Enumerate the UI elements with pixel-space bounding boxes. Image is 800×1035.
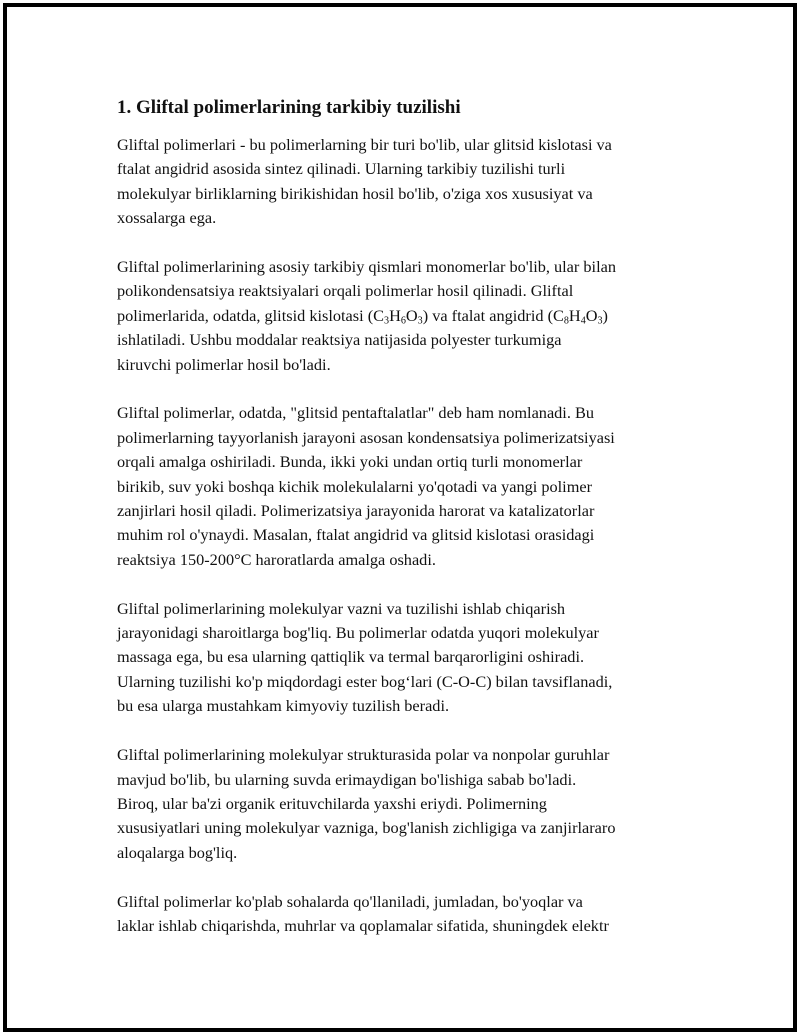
paragraph-3 [117, 401, 689, 572]
text-line: bu esa ularga mustahkam kimyoviy tuzilish beradi. [117, 696, 450, 716]
text-line: Gliftal polimerlarining asosiy tarkibiy qismlari monomerlar bo'lib, ular bilan [117, 257, 616, 277]
text-line: polikondensatsiya reaktsiyalari orqali polimerlar hosil qilinadi. Gliftal [117, 281, 574, 301]
paragraph-4 [117, 597, 689, 719]
text-line: birikib, suv yoki boshqa kichik molekulalarni yo'qotadi va yangi polimer [117, 476, 593, 496]
text-line: Biroq, ular ba'zi organik erituvchilarda yaxshi eriydi. Polimerning [117, 793, 547, 813]
text-line: orqali amalga oshiriladi. Bunda, ikki yoki undan ortiq turli monomerlar [117, 452, 583, 472]
section-heading: 1. Gliftal polimerlarining tarkibiy tuzilishi [117, 97, 461, 118]
text-line: zanjirlari hosil qiladi. Polimerizatsiya jarayonida harorat va katalizatorlar [117, 501, 595, 521]
text-line: molekulyar birliklarning birikishidan hosil bo'lib, o'ziga xos xususiyat va [117, 183, 593, 203]
text-line: ishlatiladi. Ushbu moddalar reaktsiya natijasida polyester turkumiga [117, 330, 562, 350]
text-line: xossalarga ega. [117, 208, 217, 228]
paragraph-2 [117, 255, 689, 377]
text-line: jarayonidagi sharoitlarga bog'liq. Bu polimerlar odatda yuqori molekulyar [117, 623, 599, 643]
paragraph-1 [117, 133, 689, 231]
paragraph-6 [117, 890, 689, 939]
text-line: kiruvchi polimerlar hosil bo'ladi. [117, 354, 331, 374]
document-body [117, 96, 689, 963]
text-line: Ularning tuzilishi ko'p miqdordagi ester bog‘lari (C-O-C) bilan tavsiflanadi, [117, 671, 613, 691]
text-line: muhim rol o'ynaydi. Masalan, ftalat angidrid va glitsid kislotasi orasidagi [117, 525, 595, 545]
text-line: massaga ega, bu esa ularning qattiqlik va termal barqarorligini oshiradi. [117, 647, 585, 667]
text-line: laklar ishlab chiqarishda, muhrlar va qoplamalar sifatida, shuningdek elektr [117, 915, 609, 935]
text-line: mavjud bo'lib, bu ularning suvda erimaydigan bo'lishiga sabab bo'ladi. [117, 769, 577, 789]
text-line: Gliftal polimerlari - bu polimerlarning bir turi bo'lib, ular glitsid kislotasi va [117, 135, 612, 154]
text-line: Gliftal polimerlar, odatda, "glitsid pentaftalatlar" deb ham nomlanadi. Bu [117, 403, 594, 423]
text-line: aloqalarga bog'liq. [117, 842, 238, 862]
text-line: reaktsiya 150-200°C haroratlarda amalga oshadi. [117, 549, 436, 569]
text-line: polimerlarida, odatda, glitsid kislotasi $(C_3H_6O_3)$ va ftalat angidrid $(C_8H_4O_3)$ [117, 305, 608, 327]
text-line: xususiyatlari uning molekulyar vazniga, bog'lanish zichligiga va zanjirlararo [117, 818, 616, 838]
text-line: Gliftal polimerlarining molekulyar strukturasida polar va nonpolar guruhlar [117, 745, 610, 765]
text-line: polimerlarning tayyorlanish jarayoni asosan kondensatsiya polimerizatsiyasi [117, 427, 615, 447]
text-line: ftalat angidrid asosida sintez qilinadi. Ularning tarkibiy tuzilishi turli [117, 159, 566, 179]
text-line: Gliftal polimerlarining molekulyar vazni va tuzilishi ishlab chiqarish [117, 598, 566, 618]
text-line: Gliftal polimerlar ko'plab sohalarda qo'llaniladi, jumladan, bo'yoqlar va [117, 891, 583, 911]
paragraph-5 [117, 743, 689, 865]
